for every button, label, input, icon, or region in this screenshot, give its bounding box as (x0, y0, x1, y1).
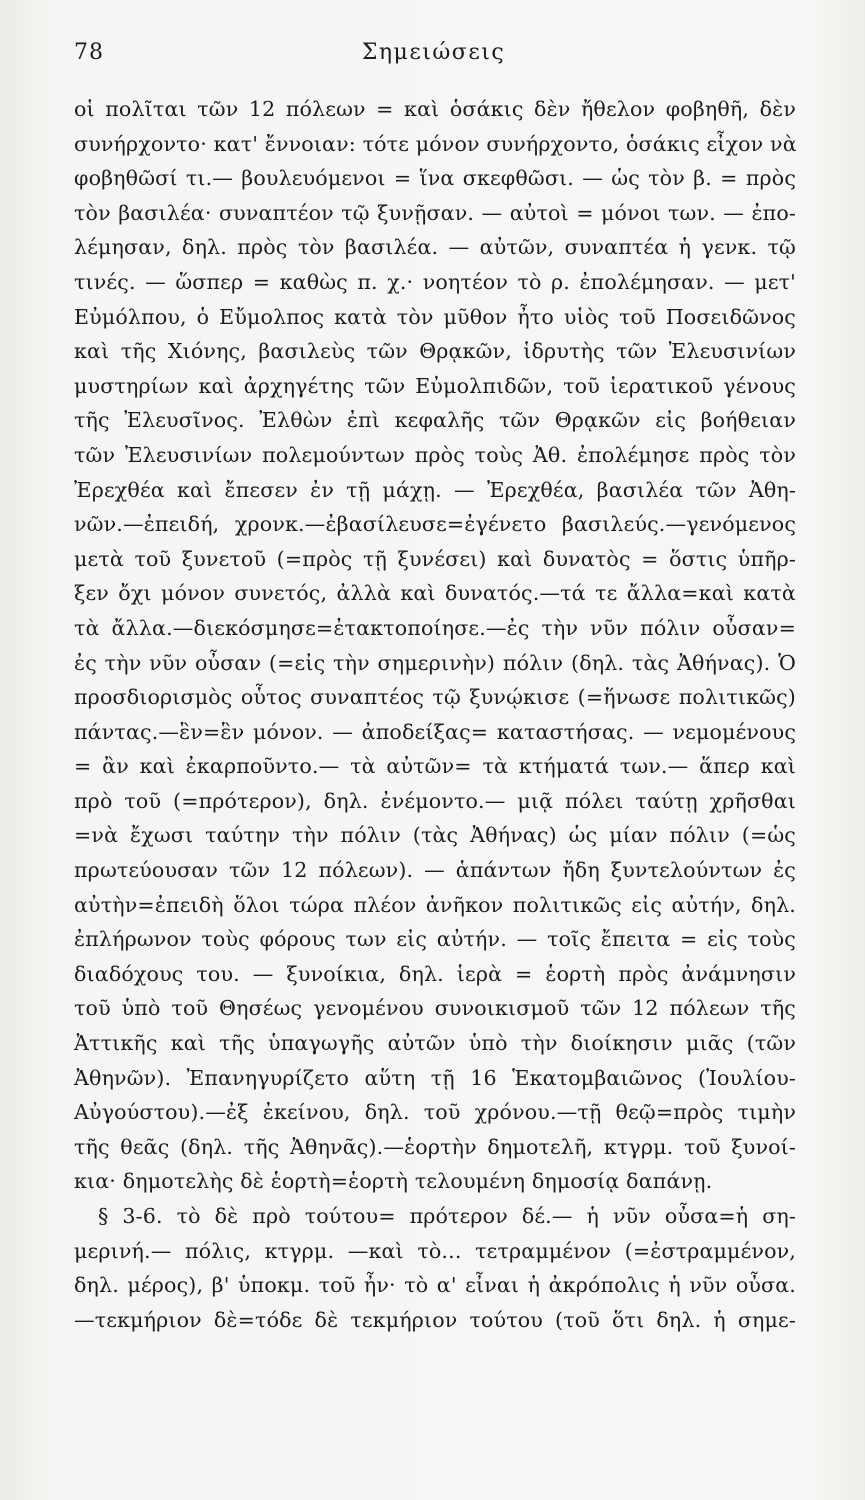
text-line: = ἂν καὶ ἐκαρποῦντο.— τὰ αὐτῶν= τὰ κτήματά των.— ἅπερ καὶ (74, 754, 796, 779)
text-line: φοβηθῶσί τι.— βουλευόμενοι = ἵνα σκεφθῶσι. — ὡς τὸν β. = πρὸς (74, 166, 796, 191)
text-line: πρὸ τοῦ (=πρότερον), δηλ. ἐνέμοντο.— μιᾷ πόλει ταύτῃ χρῆσθαι (74, 788, 796, 813)
text-line: ξεν ὄχι μόνον συνετός, ἀλλὰ καὶ δυνατός.—τά τε ἄλλα=καὶ κατὰ (74, 581, 796, 606)
text-line: μυστηρίων καὶ ἀρχηγέτης τῶν Εὐμολπιδῶν, τοῦ ἱερατικοῦ γένους (74, 373, 796, 398)
section-start-line: § 3-6. τὸ δὲ πρὸ τούτου= πρότερον δέ.— ἡ νῦν οὖσα=ἡ ση- (98, 1204, 796, 1228)
text-line: Αὐγούστου).—ἐξ ἐκείνου, δηλ. τοῦ χρόνου.—τῇ θεῷ=πρὸς τιμὴν (74, 1100, 796, 1125)
text-line: οἱ πολῖται τῶν 12 πόλεων = καὶ ὁσάκις δὲν ἤθελον φοβηθῆ, δὲν (74, 97, 796, 121)
text-line: τινές. — ὥσπερ = καθὼς π. χ.· νοητέον τὸ ρ. ἐπολέμησαν. — μετ' (74, 269, 796, 294)
text-line: τὸν βασιλέα· συναπτέον τῷ ξυνῇσαν. — αὐτοὶ = μόνοι των. — ἐπο- (74, 200, 796, 225)
text-line: πάντας.—ἓν=ἓν μόνον. — ἀποδείξας= καταστήσας. — νεμομένους (74, 719, 796, 744)
text-line: Ἐρεχθέα καὶ ἔπεσεν ἐν τῇ μάχῃ. — Ἐρεχθέα, βασιλέα τῶν Ἀθη- (74, 477, 796, 502)
text-line: τῶν Ἐλευσινίων πολεμούντων πρὸς τοὺς Ἀθ. ἐπολέμησε πρὸς τὸν (74, 442, 796, 467)
text-line: καὶ τῆς Χιόνης, βασιλεὺς τῶν Θρᾳκῶν, ἱδρυτὴς τῶν Ἐλευσινίων (74, 339, 796, 364)
page-header (74, 40, 793, 76)
text-line: νῶν.—ἐπειδή, χρονκ.—ἐβασίλευσε=ἐγένετο βασιλεύς.—γενόμενος (74, 512, 796, 537)
text-line: τῆς θεᾶς (δηλ. τῆς Ἀθηνᾶς).—ἑορτὴν δημοτελῆ, κτγρμ. τοῦ ξυνοί- (74, 1134, 796, 1159)
text-line: =νὰ ἔχωσι ταύτην τὴν πόλιν (τὰς Ἀθήνας) ὡς μίαν πόλιν (=ὡς (74, 823, 796, 848)
text-line: Ἀθηνῶν). Ἐπανηγυρίζετο αὕτη τῇ 16 Ἑκατομβαιῶνος (Ἰουλίου- (74, 1065, 796, 1090)
text-line: Ἀττικῆς καὶ τῆς ὑπαγωγῆς αὐτῶν ὑπὸ τὴν διοίκησιν μιᾶς (τῶν (74, 1031, 796, 1056)
text-line: πρωτεύουσαν τῶν 12 πόλεων). — ἁπάντων ἤδη ξυντελούντων ἐς (74, 858, 796, 883)
text-line: Εὐμόλπου, ὁ Εὔμολπος κατὰ τὸν μῦθον ἦτο υἱὸς τοῦ Ποσειδῶνος (74, 304, 796, 329)
text-line: τῆς Ἐλευσῖνος. Ἐλθὼν ἐπὶ κεφαλῆς τῶν Θρᾳκῶν εἰς βοήθειαν (74, 408, 796, 433)
page-number: 78 (74, 40, 104, 65)
commentary-text (74, 92, 796, 1337)
text-line: μερινή.— πόλις, κτγρμ. —καὶ τὸ... τετραμμένον (=ἐστραμμένον, (74, 1238, 796, 1263)
text-line: τὰ ἄλλα.—διεκόσμησε=ἐτακτοποίησε.—ἐς τὴν νῦν πόλιν οὖσαν= (74, 615, 796, 640)
text-line: λέμησαν, δηλ. πρὸς τὸν βασιλέα. — αὐτῶν, συναπτέα ἡ γενκ. τῷ (74, 235, 796, 260)
text-line: ἐς τὴν νῦν οὖσαν (=εἰς τὴν σημερινὴν) πόλιν (δηλ. τὰς Ἀθήνας). Ὁ (74, 650, 796, 675)
text-line: αὐτὴν=ἐπειδὴ ὅλοι τώρα πλέον ἀνῆκον πολιτικῶς εἰς αὐτήν, δηλ. (74, 892, 796, 917)
text-line: συνήρχοντο· κατ' ἔννοιαν: τότε μόνον συνήρχοντο, ὁσάκις εἶχον νὰ (74, 131, 797, 156)
text-line: —τεκμήριον δὲ=τόδε δὲ τεκμήριον τούτου (τοῦ ὅτι δηλ. ἡ σημε- (74, 1307, 796, 1332)
text-line: διαδόχους του. — ξυνοίκια, δηλ. ἱερὰ = ἑορτὴ πρὸς ἀνάμνησιν (74, 961, 796, 986)
text-line: προσδιορισμὸς οὗτος συναπτέος τῷ ξυνῴκισε (=ἥνωσε πολιτικῶς) (74, 685, 796, 710)
text-line: τοῦ ὑπὸ τοῦ Θησέως γενομένου συνοικισμοῦ τῶν 12 πόλεων τῆς (74, 996, 796, 1021)
text-line: ἐπλήρωνον τοὺς φόρους των εἰς αὐτήν. — τοῖς ἔπειτα = εἰς τοὺς (74, 927, 796, 952)
text-line: δηλ. μέρος), β' ὑποκμ. τοῦ ἦν· τὸ α' εἶναι ἡ ἀκρόπολις ἡ νῦν οὖσα. (74, 1273, 796, 1298)
text-line: κια· δημοτελὴς δὲ ἑορτὴ=ἑορτὴ τελουμένη δημοσίᾳ δαπάνῃ. (74, 1169, 713, 1194)
running-head: Σημειώσεις (361, 40, 506, 65)
text-line: μετὰ τοῦ ξυνετοῦ (=πρὸς τῇ ξυνέσει) καὶ δυνατὸς = ὅστις ὑπῆρ- (74, 546, 796, 571)
